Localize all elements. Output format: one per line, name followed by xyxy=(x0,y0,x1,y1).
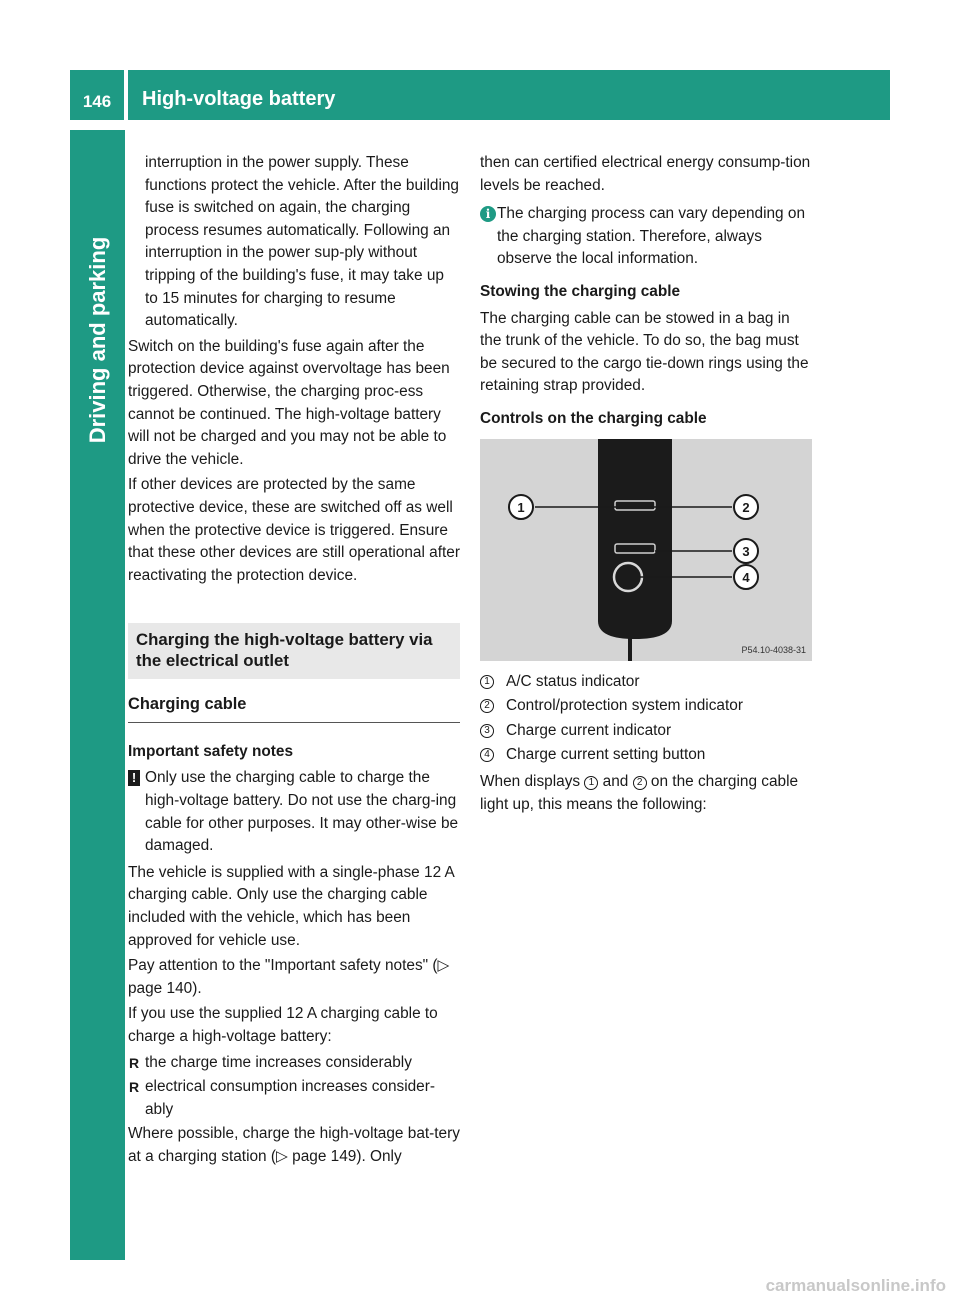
setting-button-ring xyxy=(614,563,642,591)
callout-label-1: 1 xyxy=(517,499,525,515)
legend-text: Charge current setting button xyxy=(506,746,706,764)
legend-item xyxy=(480,671,812,694)
right-column xyxy=(480,152,812,819)
left-column xyxy=(128,152,460,1172)
stowing-heading: Stowing the charging cable xyxy=(480,282,681,300)
charging-cable-figure xyxy=(480,439,812,661)
if-you-use-paragraph: If you use the supplied 12 A charging cable to charge a high-voltage battery: xyxy=(128,1005,438,1045)
section-heading: Charging the high-voltage battery via the electrical outlet xyxy=(128,623,460,679)
info-text: The charging process can vary depending on the charging station. Therefore, always observe the local information. xyxy=(497,205,806,268)
legend-item xyxy=(480,720,812,743)
supplied-paragraph: The vehicle is supplied with a single-phase 12 A charging cable. Only use the charging cable included with the vehicle, which has been approved for vehicle use. xyxy=(128,863,454,949)
other-devices-paragraph: If other devices are protected by the same protective device, these are switched off as well when the protective device is triggered. Ensure that these other devices are still operational after reactivating the protection device. xyxy=(128,476,460,584)
info-icon: i xyxy=(480,206,496,222)
legend-number: 2 xyxy=(480,699,494,713)
list-item-text: the charge time increases considerably xyxy=(145,1053,412,1071)
legend-number: 3 xyxy=(480,724,494,738)
warning-icon: ! xyxy=(128,770,140,786)
info-note xyxy=(480,203,812,271)
legend-text: A/C status indicator xyxy=(506,672,640,690)
warning-text: Only use the charging cable to charge the high-voltage battery. Do not use the charg-ing cable for other purposes. It may other-wise be damaged. xyxy=(145,769,459,855)
list-item xyxy=(128,1076,460,1121)
legend-text: Charge current indicator xyxy=(506,721,672,739)
controls-heading: Controls on the charging cable xyxy=(480,409,707,427)
header-separator xyxy=(124,70,128,120)
inline-number-2: 2 xyxy=(633,776,647,790)
when-text-2: on the charging cable light up, this means the following: xyxy=(480,772,799,813)
bullet-icon: R xyxy=(129,1054,140,1071)
callout-label-2: 2 xyxy=(742,499,750,515)
side-tab-label xyxy=(70,130,125,550)
continued-paragraph: then can certified electrical energy consump-tion levels be reached. xyxy=(480,154,811,194)
figure-code: P54.10-4038-31 xyxy=(741,644,806,655)
legend-item xyxy=(480,744,812,767)
switch-fuse-paragraph: Switch on the building's fuse again after the protection device against overvoltage has been triggered. Otherwise, the charging proc-ess cannot be continued. The high-voltage battery will not be charged and you may not be able to drive the vehicle. xyxy=(128,337,450,468)
callout-label-4: 4 xyxy=(742,569,750,585)
page-title: High-voltage battery xyxy=(142,88,336,110)
inline-number-1: 1 xyxy=(584,776,598,790)
legend-item xyxy=(480,695,812,718)
legend-text: Control/protection system indicator xyxy=(506,697,743,715)
attention-xref-symbol: (▷ xyxy=(432,957,450,975)
where-possible-text: Where possible, charge the high-voltage bat-tery at a charging station ( xyxy=(128,1125,460,1165)
charging-cable-illustration xyxy=(480,439,812,661)
legend-number: 4 xyxy=(480,748,494,762)
intro-paragraph: interruption in the power supply. These functions protect the vehicle. After the building fuse is switched on again, the charging process resumes automatically. Following an interruption in the power sup-ply without tripping of the building's fuse, it may take up to 15 minutes for charging to resume automatically. xyxy=(145,154,459,330)
watermark: carmanualsonline.info xyxy=(765,1276,946,1295)
side-tab-text: Driving and parking xyxy=(84,236,110,444)
list-item xyxy=(128,1052,460,1075)
ac-status-led xyxy=(615,501,655,510)
charge-current-led xyxy=(615,544,655,553)
station-xref-symbol: ▷ xyxy=(276,1147,288,1165)
attention-text: Pay attention to the "Important safety notes" xyxy=(128,957,429,975)
safety-heading: Important safety notes xyxy=(128,742,294,760)
list-item-text: electrical consumption increases consider-ably xyxy=(145,1078,435,1118)
bullet-icon: R xyxy=(129,1079,140,1096)
attention-paragraph xyxy=(128,955,460,1000)
when-and-text: and xyxy=(602,772,629,790)
stowing-paragraph: The charging cable can be stowed in a bag in the trunk of the vehicle. To do so, the bag must be secured to the cargo tie-down rings using the retaining strap provided. xyxy=(480,309,809,395)
where-possible-paragraph xyxy=(128,1123,460,1168)
when-displays-paragraph xyxy=(480,771,812,816)
callout-label-3: 3 xyxy=(742,543,750,559)
attention-page-link[interactable]: page 140). xyxy=(128,979,202,997)
when-text-1: When displays xyxy=(480,772,581,790)
legend-number: 1 xyxy=(480,675,494,689)
subsection-heading: Charging cable xyxy=(128,693,460,723)
station-page-link[interactable]: page 149). Only xyxy=(292,1147,402,1165)
page-number: 146 xyxy=(82,92,112,111)
warning-note xyxy=(128,767,460,857)
control-box-body xyxy=(598,439,672,639)
